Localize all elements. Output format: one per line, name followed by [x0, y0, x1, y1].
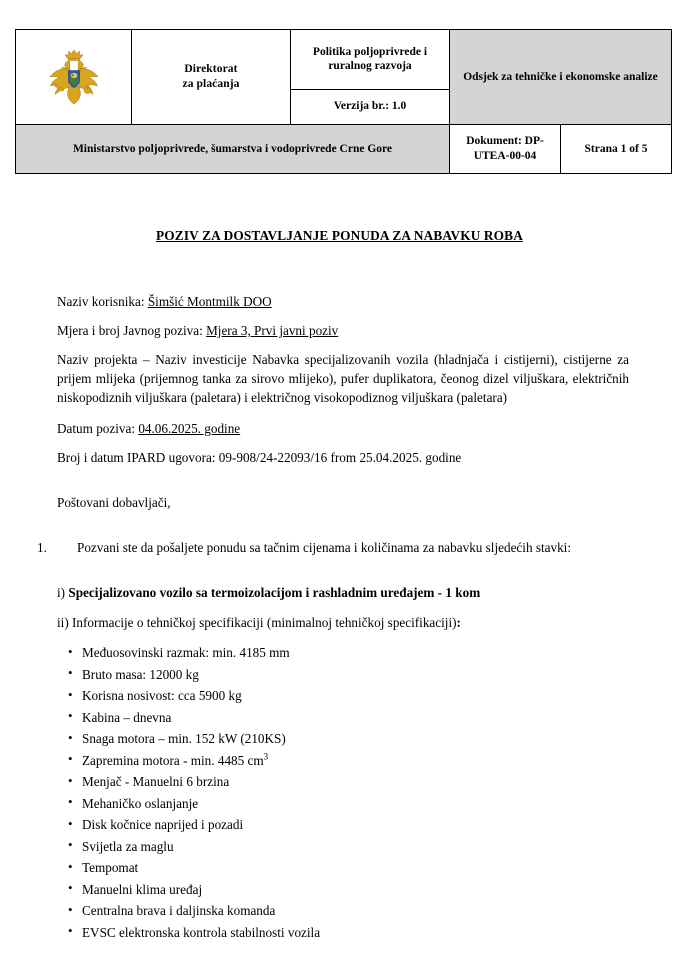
- list-item: [57, 751, 629, 770]
- document-body: [37, 292, 629, 944]
- list-item: [57, 708, 629, 727]
- beneficiary-line: [57, 292, 629, 311]
- measure-line: [57, 321, 629, 340]
- list-item: [57, 643, 629, 662]
- list-item: [57, 923, 629, 942]
- item-ii-colon: :: [456, 615, 461, 630]
- directorate-line-2: za plaćanja: [182, 78, 240, 90]
- call-date-line: [57, 419, 629, 438]
- item-i-prefix: i): [57, 585, 69, 600]
- list-item: [57, 772, 629, 791]
- list-item: [57, 858, 629, 877]
- list-item: [57, 794, 629, 813]
- measure-label: Mjera i broj Javnog poziva:: [57, 323, 207, 338]
- specification-list: [57, 643, 629, 942]
- spec-text: Tempomat: [82, 860, 139, 875]
- header-row-3: [16, 125, 672, 174]
- page-number-cell: Strana 1 of 5: [561, 125, 672, 174]
- item-i-description: Specijalizovano vozilo sa termoizolacijom i rashladnim uređajem - 1 kom: [68, 585, 481, 600]
- spec-superscript: 3: [263, 751, 269, 762]
- header-row-1: [16, 30, 672, 90]
- salutation: Poštovani dobavljači,: [57, 495, 171, 510]
- spec-text: Kabina – dnevna: [82, 709, 172, 725]
- list-item: [57, 665, 629, 684]
- list-item: [57, 837, 629, 856]
- version-cell: Verzija br.: 1.0: [291, 89, 450, 124]
- page-title-text: POZIV ZA DOSTAVLJANJE PONUDA ZA NABAVKU ROBA: [156, 228, 523, 243]
- contract-line: Broj i datum IPARD ugovora: 09-908/24-22093/16 from 25.04.2025. godine: [57, 450, 462, 465]
- montenegro-coat-of-arms-icon: [21, 33, 126, 121]
- item-ii-text: ii) Informacije o tehničkoj specifikaciji (minimalnoj tehničkoj specifikaciji): [57, 615, 457, 630]
- document-number-cell: Dokument: DP-UTEA-00-04: [450, 125, 561, 174]
- body-spacer-2: [57, 524, 629, 538]
- spec-text: Bruto masa: 12000 kg: [82, 666, 199, 682]
- spec-text: Mehaničko oslanjanje: [82, 795, 199, 811]
- measure-value: Mjera 3, Prvi javni poziv: [206, 323, 339, 338]
- item-ii-line: [57, 613, 629, 632]
- beneficiary-value: Šimšić Montmilk DOO: [147, 294, 272, 309]
- invitation-text: Pozvani ste da pošaljete ponudu sa tačnim cijenama i količinama za nabavku sljedećih stavki:: [77, 540, 572, 555]
- spec-text: Disk kočnice naprijed i pozadi: [82, 817, 244, 832]
- directorate-cell: [132, 30, 291, 125]
- call-date-value: 04.06.2025. godine: [138, 421, 241, 436]
- document-header-table: [15, 29, 672, 174]
- spec-text: Zapremina motora - min. 4485 cm: [82, 752, 264, 768]
- call-date-label: Datum poziva:: [57, 421, 139, 436]
- spec-text: Svijetla za maglu: [82, 838, 174, 854]
- list-item: [57, 880, 629, 899]
- directorate-line-1: Direktorat: [184, 63, 238, 76]
- list-item: [57, 686, 629, 705]
- body-spacer: [57, 479, 629, 493]
- spec-text: Snaga motora – min. 152 kW (210KS): [82, 731, 286, 746]
- beneficiary-label: Naziv korisnika:: [57, 294, 148, 309]
- emblem-cell: [16, 30, 132, 125]
- spec-text: EVSC elektronska kontrola stabilnosti vozila: [82, 924, 321, 940]
- invitation-paragraph: [37, 538, 629, 557]
- spec-text: Međuosovinski razmak: min. 4185 mm: [82, 645, 290, 660]
- list-item: [57, 815, 629, 834]
- ministry-cell: Ministarstvo poljoprivrede, šumarstva i vodoprivrede Crne Gore: [16, 125, 450, 174]
- body-spacer-3: [57, 569, 629, 583]
- list-item: [57, 729, 629, 748]
- spec-text: Manuelni klima uređaj: [82, 881, 203, 897]
- page-title: [0, 228, 679, 244]
- spec-text: Centralna brava i daljinska komanda: [82, 903, 276, 918]
- spec-text: Menjač - Manuelni 6 brzina: [82, 774, 230, 789]
- item-i-line: [57, 583, 629, 602]
- project-description: Naziv projekta – Naziv investicije Nabavka specijalizovanih vozila (hladnjača i cistijerni), cistijerne za prijem mlijeka (prijemnog tanka za sirovo mlijeko), pufer duplikatora, čeonog dizel viljuškara, električnih niskopodiznih viljuškara (paletara) i električnog visokopodiznog viljuškara (paletara): [57, 352, 629, 405]
- department-cell: Odsjek za tehničke i ekonomske analize: [450, 30, 672, 125]
- list-item: [57, 901, 629, 920]
- invitation-number: 1.: [37, 540, 47, 555]
- policy-cell: Politika poljoprivrede i ruralnog razvoja: [291, 30, 450, 90]
- spec-text: Korisna nosivost: cca 5900 kg: [82, 688, 242, 703]
